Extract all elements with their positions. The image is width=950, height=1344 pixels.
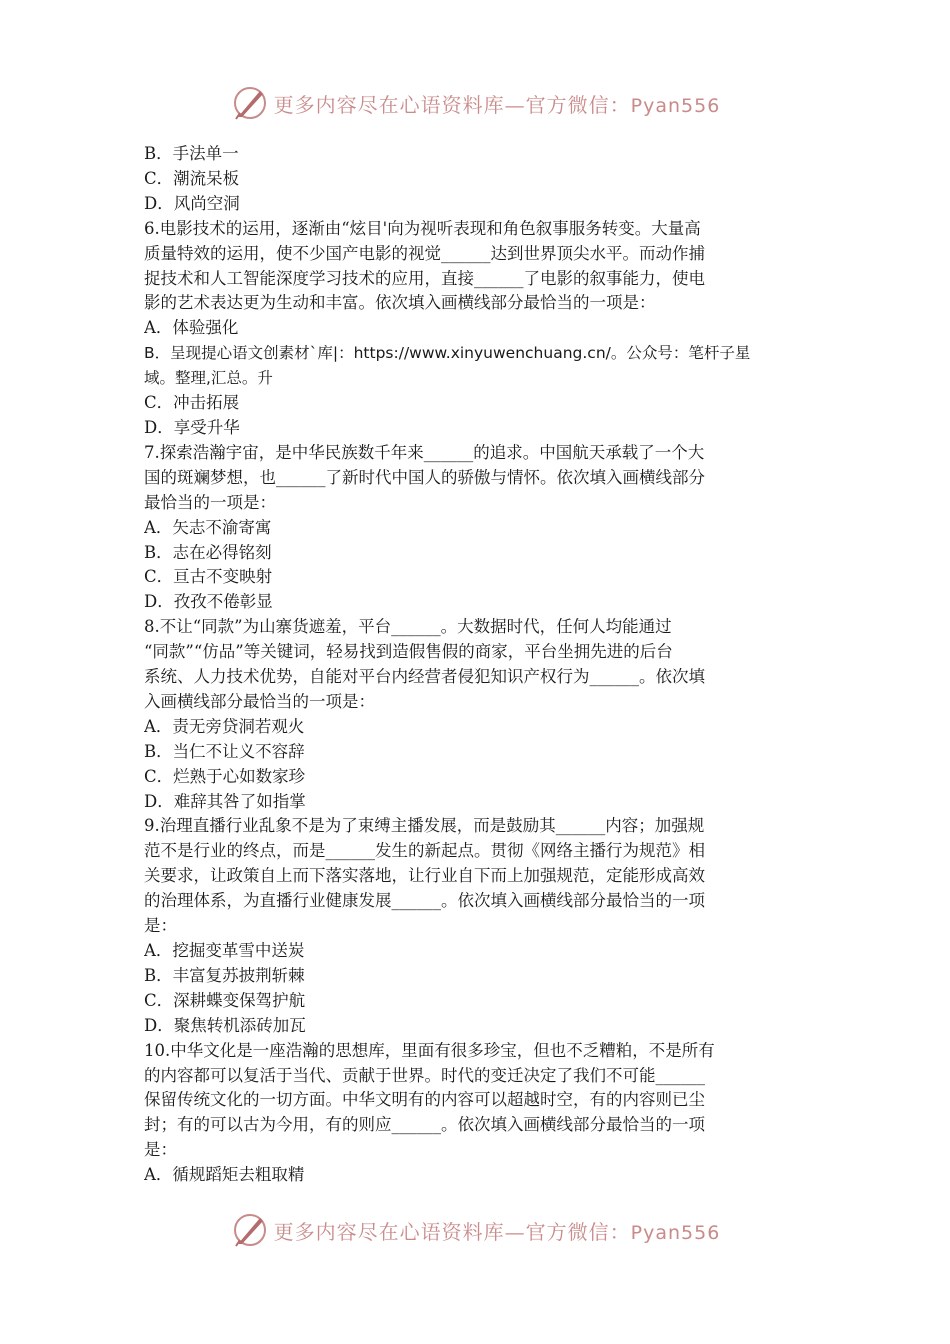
text-line: B．呈现提心语文创素材`库|：https://www.xinyuwenchuang.cn/。公众号：笔杆子星 bbox=[144, 344, 751, 363]
text-line: B．志在必得铭刻 bbox=[144, 542, 272, 562]
text-line: B．当仁不让义不容辞 bbox=[144, 741, 305, 761]
text-line: 关要求，让政策自上而下落实落地，让行业自下而上加强规范，定能形成高效 bbox=[144, 866, 705, 886]
text-line: A．挖掘变革雪中送炭 bbox=[144, 941, 305, 960]
question-9-text: 9.治理直播行业乱象不是为了束缚主播发展，而是鼓励其______内容；加强规 bbox=[144, 816, 705, 836]
text-line: C．烂熟于心如数家珍 bbox=[144, 766, 306, 786]
text-line: 影的艺术表达更为生动和丰富。依次填入画横线部分最恰当的一项是： bbox=[144, 293, 656, 313]
watermark-text: 更多内容尽在心语资料库—官方微信：Pyan556 bbox=[273, 92, 721, 117]
text-line: A．责无旁贷洞若观火 bbox=[144, 716, 305, 736]
text-line: 捉技术和人工智能深度学习技术的应用，直接______了电影的叙事能力，使电 bbox=[144, 268, 705, 288]
text-line: B．丰富复苏披荆斩棘 bbox=[144, 965, 305, 985]
text-line: 质量特效的运用，使不少国产电影的视觉______达到世界顶尖水平。而动作捕 bbox=[144, 243, 705, 263]
text-line: D．孜孜不倦彰显 bbox=[144, 592, 273, 612]
text-line: 的治理体系，为直播行业健康发展______。依次填入画横线部分最恰当的一项 bbox=[144, 891, 705, 911]
text-line: D．难辞其咎了如指掌 bbox=[144, 791, 306, 811]
text-line: 最恰当的一项是： bbox=[144, 492, 276, 512]
text-line: 国的斑斓梦想，也______了新时代中国人的骄傲与情怀。依次填入画横线部分 bbox=[144, 467, 705, 487]
watermark-text: 更多内容尽在心语资料库—官方微信：Pyan556 bbox=[273, 1219, 721, 1244]
text-line: D．聚焦转机添砖加瓦 bbox=[144, 1015, 306, 1035]
question-10-text: 10.中华文化是一座浩瀚的思想库，里面有很多珍宝，但也不乏糟粕，不是所有 bbox=[144, 1040, 715, 1060]
quill-logo-icon bbox=[230, 83, 270, 123]
text-line: A．矢志不渝寄寓 bbox=[144, 517, 272, 537]
text-line: C．潮流呆板 bbox=[144, 168, 240, 188]
text-line: 范不是行业的终点，而是______发生的新起点。贯彻《网络主播行为规范》相 bbox=[144, 841, 705, 861]
text-line: 是： bbox=[144, 1140, 177, 1160]
document-body bbox=[144, 142, 808, 1188]
watermark-banner-top bbox=[0, 81, 950, 125]
quill-logo-icon bbox=[230, 1210, 270, 1250]
text-line: A．循规蹈矩去粗取精 bbox=[144, 1165, 305, 1185]
question-8-text: 8.不让“同款”为山寨货遮羞，平台______。大数据时代，任何人均能通过 bbox=[144, 617, 672, 637]
text-line: “同款”“仿品”等关键词，轻易找到造假售假的商家，平台坐拥先进的后台 bbox=[144, 642, 673, 662]
text-line: 的内容都可以复活于当代、贡献于世界。时代的变迁决定了我们不可能______ bbox=[144, 1065, 705, 1085]
text-line: A．体验强化 bbox=[144, 318, 239, 338]
watermark-banner-bottom bbox=[0, 1208, 950, 1252]
text-line: C．深耕蝶变保驾护航 bbox=[144, 990, 306, 1010]
question-7-text: 7.探索浩瀚宇宙，是中华民族数千年来______的追求。中国航天承载了一个大 bbox=[144, 442, 705, 462]
text-line: 封；有的可以古为今用，有的则应______。依次填入画横线部分最恰当的一项 bbox=[144, 1115, 705, 1135]
text-line: 系统、人力技术优势，自能对平台内经营者侵犯知识产权行为______。依次填 bbox=[144, 667, 705, 687]
text-line: 保留传统文化的一切方面。中华文明有的内容可以超越时空，有的内容则已尘 bbox=[144, 1090, 705, 1110]
text-line: B．手法单一 bbox=[144, 144, 239, 163]
question-6-text: 6.电影技术的运用，逐渐由“炫目'向为视听表现和角色叙事服务转变。大量高 bbox=[144, 218, 701, 238]
text-line: D．享受升华 bbox=[144, 417, 240, 437]
text-line: 域。整理,汇总。升 bbox=[144, 369, 273, 388]
text-line: C．冲击拓展 bbox=[144, 393, 240, 413]
text-line: D．风尚空洞 bbox=[144, 193, 240, 213]
text-line: 是： bbox=[144, 916, 177, 936]
text-line: C．亘古不变映射 bbox=[144, 567, 273, 587]
text-line: 入画横线部分最恰当的一项是： bbox=[144, 691, 375, 711]
